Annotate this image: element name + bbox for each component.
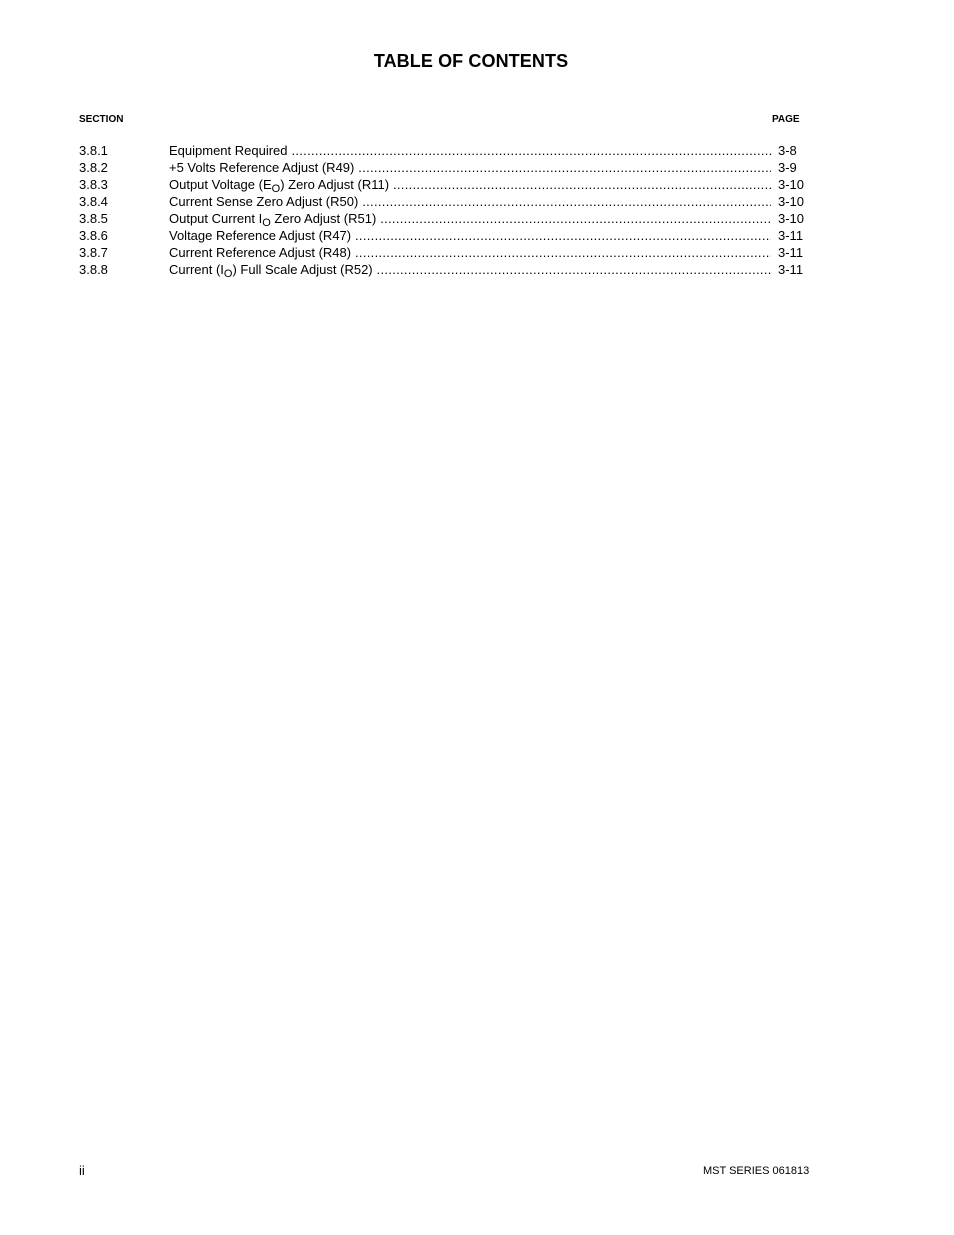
toc-entry-title: +5 Volts Reference Adjust (R49) ..... [169, 159, 771, 176]
toc-entry[interactable] [79, 261, 809, 278]
toc-entry-title: Output Voltage $(E_O)$ Zero Adjust (R11) ..... [169, 176, 771, 193]
toc-entry[interactable] [79, 227, 809, 244]
page-column-header: PAGE [772, 114, 800, 125]
toc-page-number: 3-11 [778, 262, 804, 277]
toc-entry[interactable] [79, 159, 809, 176]
toc-section-number: 3.8.7 [79, 245, 108, 260]
footer-doc-id: MST SERIES 061813 [703, 1165, 810, 1177]
toc-entry[interactable] [79, 193, 809, 210]
toc-section-number: 3.8.5 [79, 211, 108, 226]
toc-entry-title: Current $(I_O)$ Full Scale Adjust (R52) ..... [169, 261, 771, 278]
toc-section-number: 3.8.6 [79, 228, 108, 243]
toc-page-number: 3-9 [778, 160, 797, 175]
toc-entry[interactable] [79, 210, 809, 227]
toc-entry[interactable] [79, 176, 809, 193]
toc-entry[interactable] [79, 244, 809, 261]
page-title: TABLE OF CONTENTS [373, 51, 569, 71]
toc-entry[interactable] [79, 142, 809, 159]
toc-entry-title: Current Sense Zero Adjust (R50) ..... [169, 193, 771, 210]
toc-list [79, 142, 809, 278]
toc-section-number: 3.8.3 [79, 177, 108, 192]
footer-page-number: ii [79, 1163, 85, 1178]
section-column-header: SECTION [79, 114, 124, 125]
toc-page-number: 3-10 [778, 177, 805, 192]
toc-page-number: 3-8 [778, 143, 797, 158]
toc-entry-title: Current Reference Adjust (R48) ..... [169, 244, 771, 261]
toc-page-number: 3-10 [778, 211, 805, 226]
toc-section-number: 3.8.1 [79, 143, 108, 158]
toc-page-number: 3-11 [778, 228, 804, 243]
toc-page-number: 3-11 [778, 245, 804, 260]
toc-section-number: 3.8.2 [79, 160, 108, 175]
toc-section-number: 3.8.8 [79, 262, 108, 277]
toc-page-number: 3-10 [778, 194, 805, 209]
toc-entry-title: Equipment Required ..... [169, 142, 771, 159]
toc-entry-title: Voltage Reference Adjust (R47) ..... [169, 227, 771, 244]
toc-entry-title: Output Current $I_O$ Zero Adjust (R51) ..... [169, 210, 771, 227]
toc-section-number: 3.8.4 [79, 194, 108, 209]
